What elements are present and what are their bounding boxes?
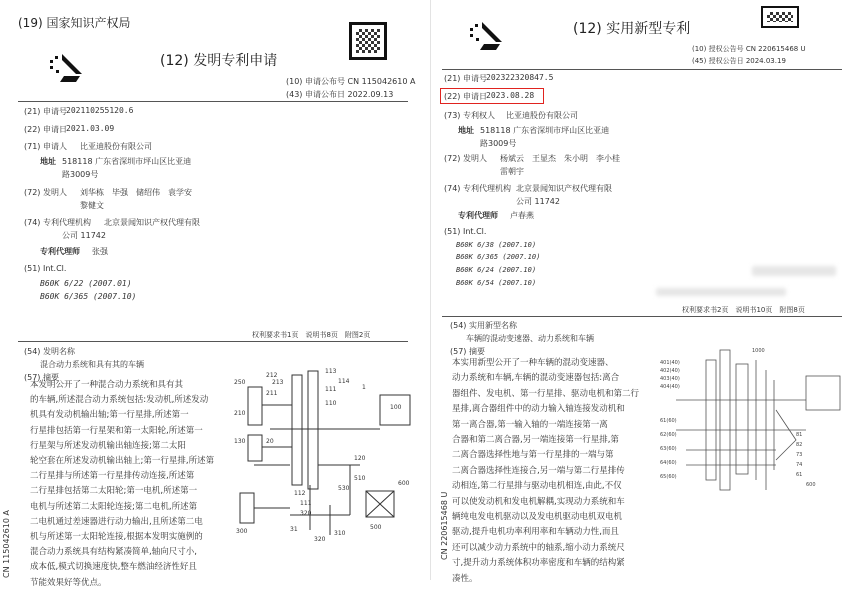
authority-header: (19) 国家知识产权局 [18, 16, 131, 30]
svg-text:64(60): 64(60) [660, 460, 677, 466]
svg-text:600: 600 [806, 482, 816, 488]
svg-text:20: 20 [266, 438, 274, 445]
svg-text:1000: 1000 [752, 348, 765, 354]
invention-name: 混合动力系统和具有其的车辆 [40, 360, 144, 369]
svg-text:130: 130 [234, 438, 246, 445]
abstract-line: 机具有发动机输出轴;第一行星排,所述第一 [30, 410, 189, 421]
page-counts: 权利要求书1页 说明书8页 附图2页 [252, 331, 371, 339]
abstract-line: 本实用新型公开了一种车辆的混动变速器、 [452, 358, 614, 368]
svg-text:74: 74 [796, 462, 803, 468]
svg-text:530: 530 [338, 485, 350, 492]
svg-text:212: 212 [266, 372, 278, 379]
grant-date: (45) 授权公告日 2024.03.19 [692, 57, 786, 65]
abstract-line: 第一离合器,第一输入轴的一端连接第一离 [452, 419, 608, 430]
svg-text:320: 320 [314, 536, 326, 543]
abstract-line: 二行星排与所述第一行星排传动连接,所述第 [30, 471, 195, 482]
field-value: 北京景闻知识产权代理有限 [104, 218, 200, 227]
section-divider [18, 341, 408, 342]
svg-text:62(60): 62(60) [660, 432, 677, 438]
field-value: 雷朝宇 [500, 167, 524, 176]
field-value: B60K 6/38 (2007.10) [456, 241, 537, 249]
field-code: (51) Int.Cl. [444, 227, 487, 236]
field-value: 比亚迪股份有限公司 [506, 111, 578, 120]
abstract-line: 驱动,提升电机功率利用率和车辆动力性,而且 [452, 527, 619, 538]
abstract-line: 轮空套在所述发动机输出轴上;第一行星排,所述第 [30, 456, 215, 467]
section-divider [442, 316, 842, 317]
abstract-line: 电机与所述第二太阳轮连接;第二电机,所述第 [30, 501, 198, 512]
svg-text:210: 210 [234, 410, 246, 417]
field-code: (74) 专利代理机构 [444, 184, 511, 193]
svg-text:320: 320 [300, 510, 312, 517]
svg-text:300: 300 [236, 528, 248, 535]
abstract-line: 凑性。 [452, 573, 478, 584]
qr-code-icon [349, 22, 387, 60]
utility-name: 车辆的混动变速器、动力系统和车辆 [466, 334, 594, 343]
svg-text:73: 73 [796, 452, 803, 458]
abstract-line: 行星排包括第一行星架和第一太阳轮,所述第一 [30, 425, 203, 436]
field-code: (21) 申请号 [444, 74, 487, 83]
abstract-line: 行星架与所述发动机输出轴连接;第二太阳 [30, 440, 186, 451]
field-value: 北京景闻知识产权代理有限 [516, 184, 612, 193]
svg-text:63(60): 63(60) [660, 446, 677, 452]
field-code: (21) 申请号 [24, 107, 67, 116]
cnipa-logo-icon [466, 18, 508, 60]
abstract-line: 可以使发动机和发电机解耦,实现动力系统和车 [452, 496, 625, 507]
field-value: 2023.08.28 [486, 91, 535, 100]
abstract-line: 混合动力系统具有结构紧凑简单,轴向尺寸小, [30, 547, 197, 558]
field-value: 黎健文 [80, 201, 104, 210]
svg-text:112: 112 [294, 490, 306, 497]
svg-text:65(60): 65(60) [660, 474, 677, 480]
document-type-title: (12) 实用新型专利 [573, 21, 691, 37]
field-value: 杨斌云 王显杰 朱小明 李小桂 [500, 154, 620, 163]
field-code: (22) 申请日 [24, 125, 67, 134]
svg-text:402(40): 402(40) [660, 368, 680, 374]
field-value: 公司 11742 [516, 197, 560, 206]
svg-text:100: 100 [390, 404, 402, 411]
field-value: 路3009号 [480, 139, 517, 148]
field-value: B60K 6/22 (2007.01) [40, 279, 132, 288]
field-value: 202110255120.6 [66, 106, 134, 115]
header-divider [18, 101, 408, 102]
abstract-line: 二离合器选择性地与第一行星排的一端与第 [452, 450, 614, 461]
abstract-line: 的车辆,所述混合动力系统包括:发动机,所述发动 [30, 395, 209, 406]
svg-text:61(60): 61(60) [660, 418, 677, 424]
svg-text:120: 120 [354, 455, 366, 462]
svg-text:81: 81 [796, 432, 803, 438]
field-code: (74) 专利代理机构 [24, 218, 91, 227]
publication-date: (43) 申请公布日 2022.09.13 [286, 90, 394, 99]
abstract-line: 机与所述第一太阳轮连接,根据本发明实施例的 [30, 532, 203, 543]
svg-text:401(40): 401(40) [660, 360, 680, 366]
field-code: (72) 发明人 [444, 154, 487, 163]
svg-text:61: 61 [796, 472, 803, 478]
field-value: 公司 11742 [62, 231, 106, 240]
abstract-line: 动相连,第二行星排与驱动电机相连,由此,不仅 [452, 481, 622, 492]
abstract-line: 本发明公开了一种混合动力系统和具有其 [30, 380, 184, 390]
svg-text:510: 510 [354, 475, 366, 482]
utility-name-label: (54) 实用新型名称 [450, 321, 517, 330]
abstract-line: 寸,提升动力系统体积功率密度和车辆的结构紧 [452, 558, 625, 569]
svg-text:310: 310 [334, 530, 346, 537]
field-code: (22) 申请日 [444, 92, 487, 101]
abstract-line: 器组件、发电机、第一行星排、驱动电机和第二行 [452, 388, 640, 399]
field-value: B60K 6/24 (2007.10) [456, 266, 537, 274]
field-value: B60K 6/365 (2007.10) [40, 292, 137, 301]
abstract-line: 星排,离合器组件中的动力输入轴连接发动机和 [452, 404, 625, 415]
document-type-title: (12) 发明专利申请 [160, 53, 278, 69]
blurred-stamp [752, 266, 836, 276]
svg-text:600: 600 [398, 480, 410, 487]
field-value: 卢春燕 [510, 211, 534, 220]
abstract-line: 合器和第二离合器,另一端连接第一行星排,第 [452, 435, 619, 446]
field-code: 地址 [40, 157, 56, 166]
barcode-icon [761, 6, 799, 28]
svg-text:404(40): 404(40) [660, 384, 680, 390]
grant-number: (10) 授权公告号 CN 220615468 U [692, 45, 806, 53]
svg-text:110: 110 [325, 400, 337, 407]
page-counts: 权利要求书2页 说明书10页 附图8页 [682, 306, 805, 314]
svg-text:1: 1 [362, 384, 366, 391]
field-code: (51) Int.Cl. [24, 264, 67, 273]
svg-text:500: 500 [370, 524, 382, 531]
abstract-line: 成本低,模式切换速度快,整车燃油经济性好且 [30, 562, 197, 573]
field-code: 地址 [458, 126, 474, 135]
svg-text:211: 211 [266, 390, 278, 397]
field-code: (72) 发明人 [24, 188, 67, 197]
abstract-line: 节能效果好等优点。 [30, 577, 107, 588]
abstract-label: (57) 摘要 [450, 347, 485, 356]
field-value: B60K 6/365 (2007.10) [456, 253, 541, 261]
abstract-line: 二电机通过差速器进行动力输出,且所述第二电 [30, 516, 203, 527]
abstract-line: 二行星排包括第二太阳轮;第一电机,所述第一 [30, 486, 198, 497]
field-value: 刘华栋 毕强 储绍伟 袁学安 [80, 188, 192, 197]
abstract-text [452, 356, 648, 587]
abstract-line: 还可以减少动力系统中的轴系,缩小动力系统尺 [452, 542, 625, 553]
svg-text:113: 113 [325, 368, 337, 375]
invention-name-label: (54) 发明名称 [24, 347, 75, 356]
field-code: (71) 申请人 [24, 142, 67, 151]
svg-text:111: 111 [300, 500, 312, 507]
field-value: 202322320847.5 [486, 73, 554, 82]
side-publication-code: CN 115042610 A [2, 510, 11, 578]
blurred-text [656, 288, 786, 296]
abstract-line: 二离合器选择性连接合,另一端与第二行星排传 [452, 465, 625, 476]
svg-text:31: 31 [290, 526, 298, 533]
svg-text:111: 111 [325, 386, 337, 393]
field-value: 518118 广东省深圳市坪山区比亚迪 [62, 157, 192, 166]
invention-diagram [230, 365, 420, 545]
svg-text:82: 82 [796, 442, 803, 448]
abstract-text [30, 378, 222, 591]
abstract-line: 动力系统和车辆,车辆的混动变速器包括:离合 [452, 373, 620, 384]
svg-text:250: 250 [234, 379, 246, 386]
side-publication-code: CN 220615468 U [440, 491, 449, 560]
svg-text:403(40): 403(40) [660, 376, 680, 382]
field-code: 专利代理师 [40, 247, 80, 256]
field-value: 518118 广东省深圳市坪山区比亚迪 [480, 126, 610, 135]
utility-model-page [434, 0, 852, 584]
field-value: B60K 6/54 (2007.10) [456, 279, 537, 287]
field-value: 路3009号 [62, 170, 99, 179]
field-value: 比亚迪股份有限公司 [80, 142, 152, 151]
header-divider [442, 69, 842, 70]
abstract-line: 辆纯电发电机驱动以及发电机驱动电机双电机 [452, 512, 623, 523]
cnipa-logo-icon [46, 50, 88, 92]
field-value: 2021.03.09 [66, 124, 115, 133]
field-code: 专利代理师 [458, 211, 498, 220]
abstract-label: (57) 摘要 [24, 373, 59, 382]
field-code: (73) 专利权人 [444, 111, 495, 120]
svg-text:114: 114 [338, 378, 350, 385]
publication-number: (10) 申请公布号 CN 115042610 A [286, 77, 416, 86]
field-value: 张强 [92, 247, 108, 256]
svg-text:213: 213 [272, 379, 284, 386]
utility-diagram [656, 340, 848, 500]
